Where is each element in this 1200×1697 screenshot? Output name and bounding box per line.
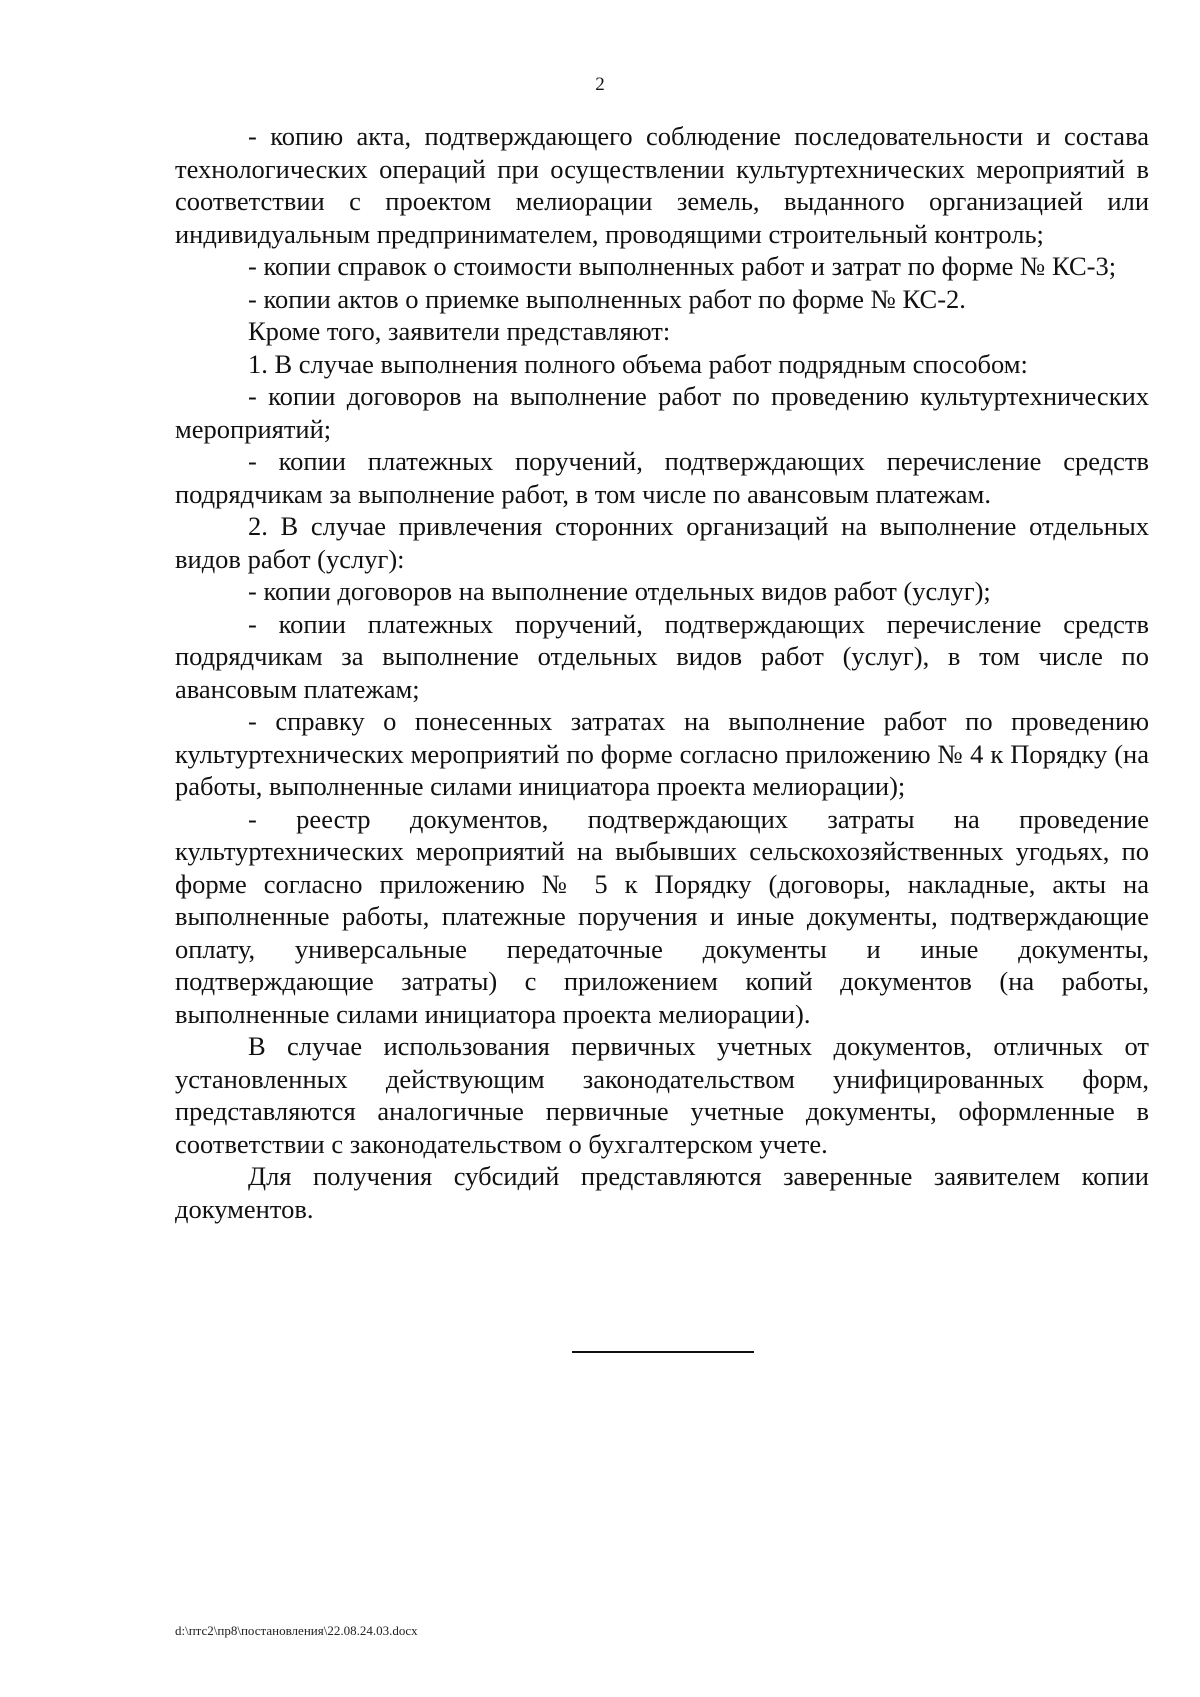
paragraph-cost-certificate: - справку о понесенных затратах на выполнение работ по проведению культуртехнических мероприятий по форме согласно приложению № 4 к Порядку (на работы, выполненные силами инициатора проекта мелиорации); bbox=[175, 706, 1149, 801]
paragraph-ks2-copies: - копии актов о приемке выполненных работ по форме № КС-2. bbox=[248, 283, 966, 314]
footer-file-path: d:\птс2\пр8\постановления\22.08.24.03.docx bbox=[175, 1623, 418, 1638]
paragraph-case-2: 2. В случае привлечения сторонних организаций на выполнение отдельных видов работ (услуг): bbox=[175, 511, 1149, 574]
page-number: 2 bbox=[595, 74, 605, 95]
paragraph-contract-copies: - копии договоров на выполнение работ по проведению культуртехнических мероприятий; bbox=[175, 381, 1149, 444]
paragraph-payment-orders: - копии платежных поручений, подтверждающих перечисление средств подрядчикам за выполнение работ, в том числе по авансовым платежам. bbox=[175, 446, 1149, 509]
document-body bbox=[175, 120, 1149, 1225]
paragraph-additionally: Кроме того, заявители представляют: bbox=[248, 316, 671, 346]
paragraph-document-register: - реестр документов, подтверждающих затраты на проведение культуртехнических мероприятий на выбывших сельскохозяйственных угодьях, по форме согласно приложению № 5 к Порядку (договоры, накладные, акты на выполненные работы, платежные поручения и иные документы, подтверждающие оплату, универсальные передаточные документы и иные документы, подтверждающие затраты) с приложением копий документов (на работы, выполненные силами инициатора проекта мелиорации). bbox=[175, 803, 1149, 1029]
paragraph-certified-copies: Для получения субсидий представляются заверенные заявителем копии документов. bbox=[175, 1161, 1149, 1224]
closing-divider-line bbox=[572, 1351, 754, 1353]
paragraph-primary-documents: В случае использования первичных учетных документов, отличных от установленных действующим законодательством унифицированных форм, представляются аналогичные первичные учетные документы, оформленные в соответствии с законодательством о бухгалтерском учете. bbox=[175, 1031, 1149, 1159]
paragraph-service-contracts: - копии договоров на выполнение отдельных видов работ (услуг); bbox=[248, 576, 991, 606]
paragraph-act-copy: - копию акта, подтверждающего соблюдение последовательности и состава технологических операций при осуществлении культуртехнических мероприятий в соответствии с проектом мелиорации земель, выданного организацией или индивидуальным предпринимателем, проводящими строительный контроль; bbox=[175, 121, 1149, 249]
paragraph-case-1: 1. В случае выполнения полного объема работ подрядным способом: bbox=[248, 348, 1028, 379]
paragraph-service-payment-orders: - копии платежных поручений, подтверждающих перечисление средств подрядчикам за выполнение отдельных видов работ (услуг), в том числе по авансовым платежам; bbox=[175, 608, 1149, 704]
paragraph-ks3-copies: - копии справок о стоимости выполненных работ и затрат по форме № КС-3; bbox=[248, 251, 1117, 281]
